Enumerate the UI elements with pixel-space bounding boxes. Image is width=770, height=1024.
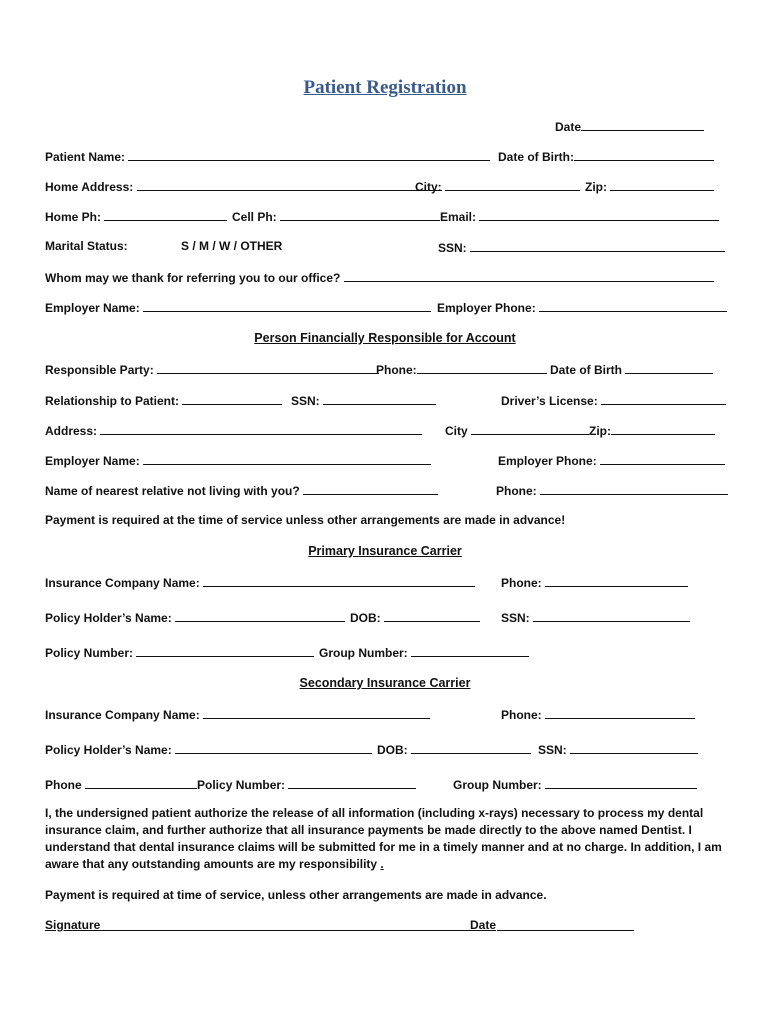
responsible-city-label: City (445, 424, 468, 438)
marital-options[interactable]: S / M / W / OTHER (181, 239, 283, 253)
secondary-company-label: Insurance Company Name: (45, 708, 200, 722)
relative-phone-label: Phone: (496, 484, 537, 498)
authorization-end: . (380, 857, 384, 871)
dob-label: Date of Birth: (498, 150, 574, 164)
responsible-employer-phone-label: Employer Phone: (498, 454, 597, 468)
drivers-license-label: Driver’s License: (501, 394, 598, 408)
relationship-label: Relationship to Patient: (45, 394, 180, 408)
secondary-phone-label: Phone: (501, 708, 542, 722)
responsible-zip-field[interactable] (611, 422, 715, 435)
signature-field[interactable] (100, 918, 470, 931)
signature-row (45, 918, 735, 936)
marital-row (45, 239, 735, 257)
dob-field[interactable] (574, 148, 714, 161)
responsible-zip-label: Zip: (589, 424, 612, 438)
responsible-ssn-field[interactable] (323, 392, 436, 405)
zip-label: Zip: (585, 180, 607, 194)
cell-ph-label: Cell Ph: (232, 210, 277, 224)
ssn-label: SSN: (438, 241, 467, 255)
home-address-label: Home Address: (45, 180, 134, 194)
primary-holder-label: Policy Holder’s Name: (45, 611, 172, 625)
referral-row (45, 269, 735, 287)
responsible-phone-label: Phone: (376, 363, 417, 377)
responsible-address-field[interactable] (100, 422, 422, 435)
primary-dob-field[interactable] (384, 609, 480, 622)
city-field[interactable] (445, 178, 580, 191)
nearest-relative-label: Name of nearest relative not living with you? (45, 484, 300, 498)
responsible-employer-row (45, 452, 735, 470)
home-ph-field[interactable] (104, 208, 227, 221)
relative-phone-field[interactable] (540, 482, 728, 495)
nearest-relative-row (45, 482, 735, 500)
primary-holder-row (45, 609, 735, 627)
payment-note-2: Payment is required at time of service, unless other arrangements are made in advance. (45, 888, 547, 902)
ssn-field[interactable] (470, 239, 725, 252)
secondary-policy-label: Policy Number: (197, 778, 286, 792)
secondary-ssn-label: SSN: (538, 743, 567, 757)
responsible-employer-phone-field[interactable] (600, 452, 725, 465)
relationship-row (45, 392, 735, 410)
city-label: City: (415, 180, 442, 194)
home-address-row (45, 178, 735, 196)
responsible-employer-field[interactable] (143, 452, 431, 465)
responsible-city-field[interactable] (471, 422, 589, 435)
employer-phone-field[interactable] (539, 299, 727, 312)
secondary-company-field[interactable] (203, 706, 430, 719)
responsible-party-row (45, 361, 735, 379)
secondary-policy-row (45, 776, 735, 794)
home-ph-label: Home Ph: (45, 210, 102, 224)
secondary-group-label: Group Number: (453, 778, 542, 792)
primary-holder-field[interactable] (175, 609, 345, 622)
primary-phone-label: Phone: (501, 576, 542, 590)
patient-name-field[interactable] (128, 148, 490, 161)
date-label: Date (555, 120, 582, 134)
secondary-dob-label: DOB: (377, 743, 408, 757)
secondary-phone-field[interactable] (545, 706, 695, 719)
primary-company-label: Insurance Company Name: (45, 576, 200, 590)
responsible-dob-label: Date of Birth (550, 363, 622, 377)
secondary-ssn-field[interactable] (570, 741, 698, 754)
primary-policy-row (45, 644, 735, 662)
primary-dob-label: DOB: (350, 611, 381, 625)
payment-note-2-row (45, 888, 735, 906)
secondary-phone2-field[interactable] (85, 776, 197, 789)
secondary-group-field[interactable] (545, 776, 697, 789)
marital-status-label: Marital Status: (45, 239, 128, 253)
email-field[interactable] (479, 208, 719, 221)
secondary-policy-field[interactable] (288, 776, 416, 789)
responsible-party-field[interactable] (157, 361, 379, 374)
cell-ph-field[interactable] (280, 208, 440, 221)
secondary-company-row (45, 706, 735, 724)
employer-phone-label: Employer Phone: (437, 301, 536, 315)
zip-field[interactable] (610, 178, 714, 191)
responsible-address-row (45, 422, 735, 440)
home-address-field[interactable] (137, 178, 442, 191)
responsible-dob-field[interactable] (625, 361, 713, 374)
secondary-phone2-label: Phone (45, 778, 82, 792)
employer-row (45, 299, 735, 317)
responsible-party-label: Responsible Party: (45, 363, 154, 377)
email-label: Email: (440, 210, 477, 224)
date-field[interactable] (581, 118, 704, 131)
signature-date-field[interactable] (497, 918, 634, 931)
primary-group-field[interactable] (411, 644, 529, 657)
secondary-holder-field[interactable] (175, 741, 372, 754)
responsible-ssn-label: SSN: (291, 394, 320, 408)
primary-ssn-label: SSN: (501, 611, 530, 625)
authorization-text: I, the undersigned patient authorize the release of all information (including x-rays) necessary to process my dental insurance claim, and further authorize that all insurance payments be made directly to the above named Dentist. I understand that dental insurance claims will be submitted for me in a timely manner and at no charge. In addition, I am aware that any outstanding amounts are my responsibility (45, 806, 722, 871)
responsible-heading: Person Financially Responsible for Account (254, 331, 516, 345)
relationship-field[interactable] (182, 392, 282, 405)
responsible-phone-field[interactable] (417, 361, 547, 374)
signature-label: Signature (45, 918, 101, 932)
date-row (45, 118, 735, 136)
employer-name-field[interactable] (143, 299, 431, 312)
payment-note-row (45, 513, 735, 531)
phone-row (45, 208, 735, 226)
primary-heading: Primary Insurance Carrier (308, 544, 462, 558)
primary-group-label: Group Number: (319, 646, 408, 660)
secondary-dob-field[interactable] (411, 741, 531, 754)
responsible-address-label: Address: (45, 424, 98, 438)
drivers-license-field[interactable] (601, 392, 726, 405)
primary-policy-label: Policy Number: (45, 646, 134, 660)
page-title: Patient Registration (303, 77, 467, 98)
secondary-holder-row (45, 741, 735, 759)
authorization-paragraph (45, 805, 735, 873)
referral-field[interactable] (344, 269, 714, 282)
employer-name-label: Employer Name: (45, 301, 140, 315)
primary-ssn-field[interactable] (533, 609, 690, 622)
patient-name-row (45, 148, 735, 166)
payment-note: Payment is required at the time of service unless other arrangements are made in advance! (45, 513, 566, 527)
referral-label: Whom may we thank for referring you to our office? (45, 271, 341, 285)
primary-company-row (45, 574, 735, 592)
primary-company-field[interactable] (203, 574, 475, 587)
signature-date-label: Date (470, 918, 497, 932)
primary-phone-field[interactable] (545, 574, 688, 587)
secondary-heading: Secondary Insurance Carrier (299, 676, 471, 690)
primary-policy-field[interactable] (136, 644, 314, 657)
secondary-holder-label: Policy Holder’s Name: (45, 743, 172, 757)
patient-name-label: Patient Name: (45, 150, 126, 164)
responsible-employer-label: Employer Name: (45, 454, 140, 468)
nearest-relative-field[interactable] (303, 482, 438, 495)
